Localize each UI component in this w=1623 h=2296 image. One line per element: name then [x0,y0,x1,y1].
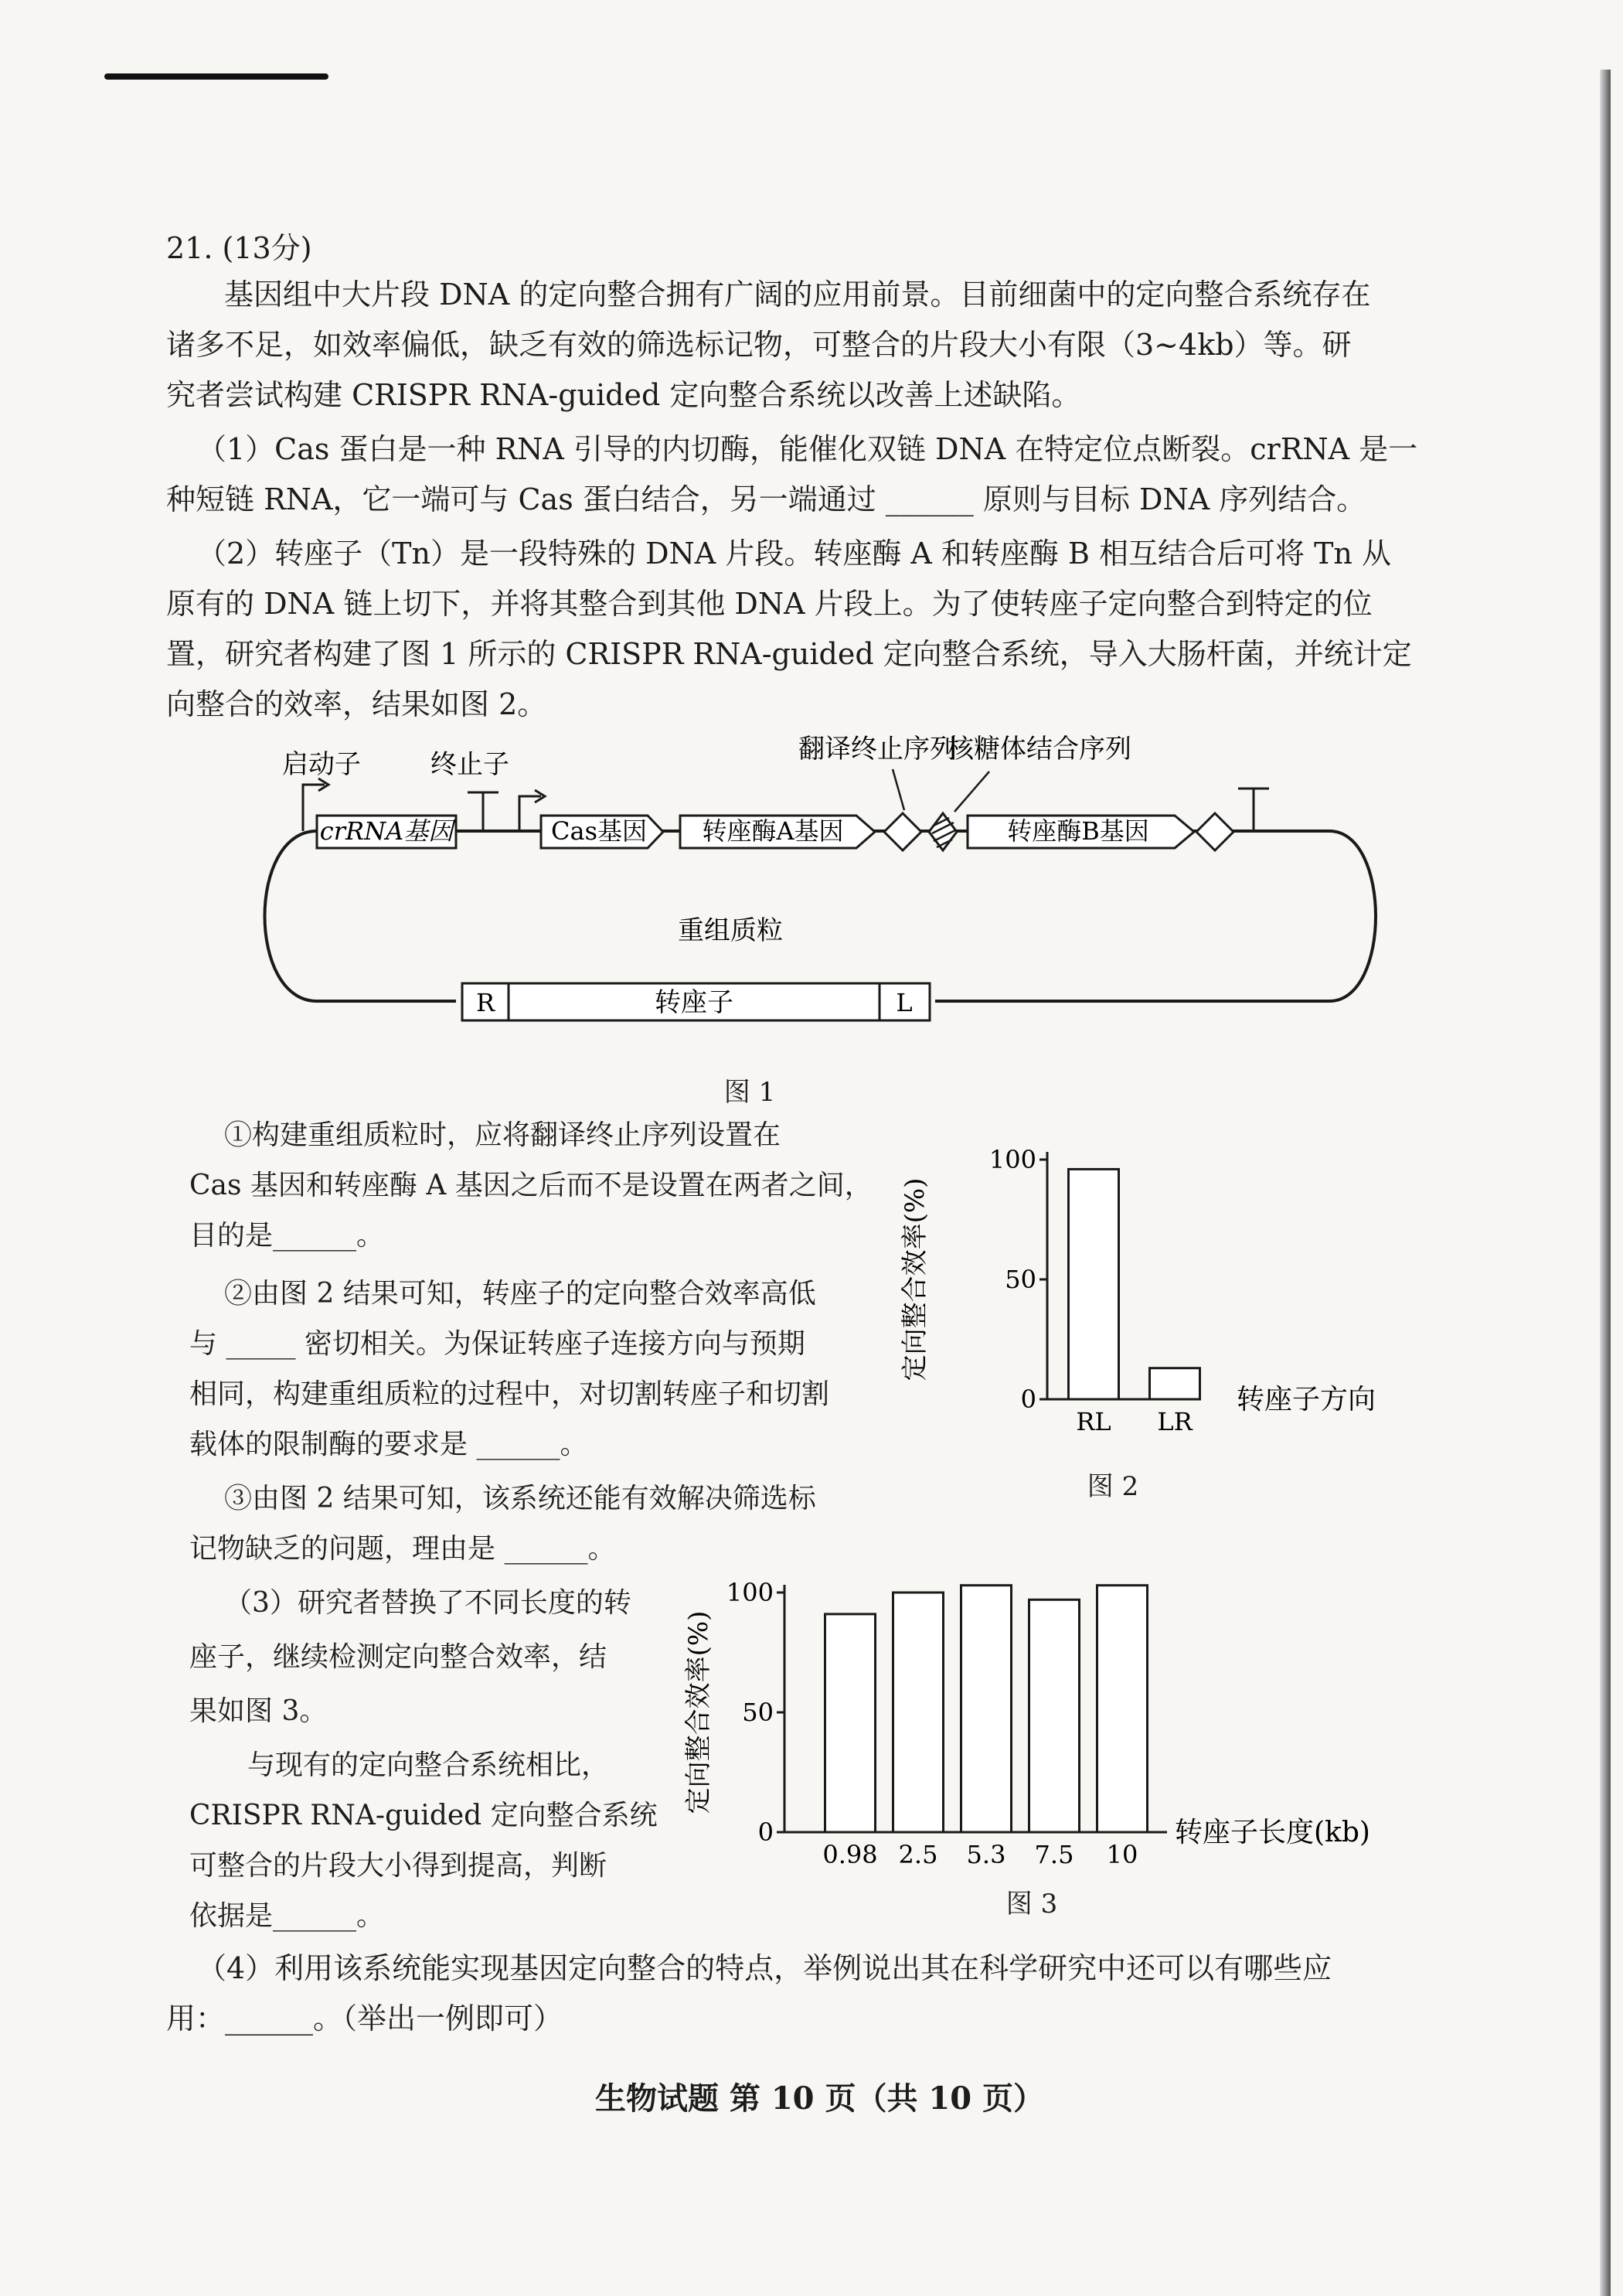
sub2-line: 与 _____ 密切相关。为保证转座子连接方向与预期 [189,1328,805,1360]
bar-5.3 [961,1586,1012,1832]
y-tick-label: 50 [1005,1265,1036,1294]
bar-LR [1150,1368,1200,1399]
plasmid-label: 重组质粒 [678,915,783,946]
y-axis-label: 定向整合效率(%) [683,1610,714,1814]
part2-line: 向整合的效率，结果如图 2。 [166,687,547,721]
sub1-line: Cas 基因和转座酶 A 基因之后而不是设置在两者之间， [189,1170,873,1201]
promoter-label: 启动子 [282,749,361,780]
intro-line: 诸多不足，如效率偏低，缺乏有效的筛选标记物，可整合的片段大小有限（3~4kb）等。研 [166,328,1352,362]
page-footer: 生物试题 第 10 页（共 10 页） [595,2080,1044,2117]
intro-line: 基因组中大片段 DNA 的定向整合拥有广阔的应用前景。目前细菌中的定向整合系统存在 [224,278,1371,312]
y-tick-label: 100 [726,1578,774,1607]
bar-RL [1069,1169,1119,1399]
figure3-caption: 图 3 [1005,1889,1058,1920]
terminator-label: 终止子 [430,749,509,780]
sub2-line: ②由图 2 结果可知，转座子的定向整合效率高低 [224,1278,816,1310]
x-axis-label: 转座子方向 [1237,1384,1376,1415]
crrna-gene-label: crRNA基因 [319,816,454,846]
sub1-line: 目的是______。 [189,1220,385,1252]
y-tick-label: 0 [757,1817,774,1847]
figure1-caption: 图 1 [723,1077,776,1108]
transposase-b-gene-label: 转座酶B基因 [1007,816,1149,846]
part3b-line: 依据是______。 [189,1900,385,1932]
part2-line: 置，研究者构建了图 1 所示的 CRISPR RNA-guided 定向整合系统，导入大肠杆菌，并统计定 [166,637,1412,671]
x-tick-label: 2.5 [898,1840,938,1869]
cas-gene-label: Cas基因 [551,816,647,846]
x-tick-label: LR [1157,1407,1193,1436]
part3b-line: CRISPR RNA-guided 定向整合系统 [189,1800,658,1831]
stop-sequence-diamond [884,813,921,850]
rbs-label: 核糖体结合序列 [948,734,1131,765]
intro-line: 究者尝试构建 CRISPR RNA-guided 定向整合系统以改善上述缺陷。 [166,378,1081,412]
terminator-symbol-2 [1238,789,1269,831]
x-tick-label: 0.98 [822,1840,878,1869]
transposon-r-label: R [475,988,495,1017]
part1-line: （1）Cas 蛋白是一种 RNA 引导的内切酶，能催化双链 DNA 在特定位点断裂。crRNA 是一 [197,432,1418,466]
part4-line: 用：______。（举出一例即可） [166,2001,563,2035]
x-tick-label: 7.5 [1034,1840,1074,1869]
part3-line: 果如图 3。 [189,1695,328,1727]
part3b-line: 可整合的片段大小得到提高，判断 [189,1850,607,1882]
terminator-symbol-1 [468,792,498,831]
part3b-line: 与现有的定向整合系统相比， [247,1749,610,1781]
sub1-line: ①构建重组质粒时，应将翻译终止序列设置在 [224,1119,781,1151]
figure2-caption: 图 2 [1087,1471,1139,1502]
y-tick-label: 50 [742,1698,774,1727]
y-tick-label: 100 [988,1145,1036,1174]
x-axis-label: 转座子长度(kb) [1175,1817,1370,1848]
transposon-label: 转座子 [655,987,733,1018]
part3-line: 座子，继续检测定向整合效率，结 [189,1641,607,1673]
stop-sequence-pointer [893,769,904,810]
y-axis-label: 定向整合效率(%) [900,1177,931,1381]
figure3-bar-chart [672,1538,1407,1871]
question-number: 21. (13分) [166,231,312,265]
sub3-line: ③由图 2 结果可知，该系统还能有效解决筛选标 [224,1483,816,1514]
stop-sequence-label: 翻译终止序列 [798,734,956,765]
sub3-line: 记物缺乏的问题，理由是 ______。 [189,1533,616,1565]
transposon-l-label: L [896,988,913,1017]
sub2-line: 相同，构建重组质粒的过程中，对切割转座子和切割 [189,1378,830,1410]
figure1-plasmid-diagram [216,727,1407,1067]
x-tick-label: RL [1076,1407,1111,1436]
bar-7.5 [1029,1599,1080,1832]
sub2-line: 载体的限制酶的要求是 ______。 [189,1429,588,1460]
part1-line: 种短链 RNA，它一端可与 Cas 蛋白结合，另一端通过 ______ 原则与目标 DNA 序列结合。 [166,482,1366,516]
part2-line: （2）转座子（Tn）是一段特殊的 DNA 片段。转座酶 A 和转座酶 B 相互结合后可将 Tn 从 [197,537,1391,571]
x-tick-label: 5.3 [966,1840,1006,1869]
part2-line: 原有的 DNA 链上切下，并将其整合到其他 DNA 片段上。为了使转座子定向整合到特定的位 [166,587,1373,621]
bar-0.98 [825,1614,876,1832]
x-tick-label: 10 [1106,1840,1138,1869]
part3-line: （3）研究者替换了不同长度的转 [224,1587,631,1619]
part4-line: （4）利用该系统能实现基因定向整合的特点，举例说出其在科学研究中还可以有哪些应 [197,1951,1332,1985]
y-tick-label: 0 [1020,1385,1036,1414]
bar-2.5 [893,1593,944,1832]
figure2-bar-chart [897,1105,1407,1438]
stop-sequence-diamond-2 [1196,813,1233,850]
transposase-a-gene-label: 转座酶A基因 [702,816,844,846]
bar-10 [1097,1586,1148,1832]
rbs-pointer [954,772,989,812]
